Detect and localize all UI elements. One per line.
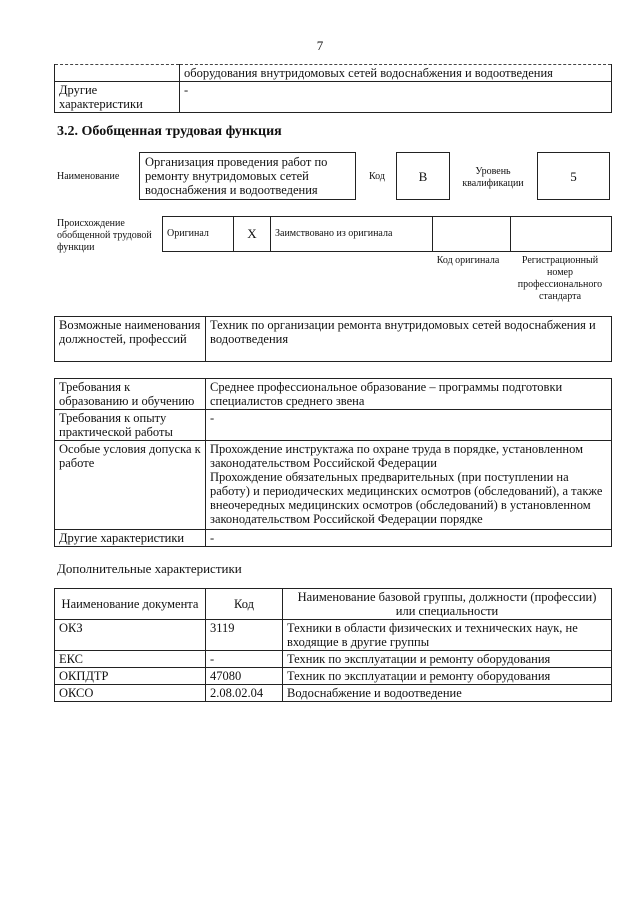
name-cell: Техник по эксплуатации и ремонту оборудования	[283, 668, 612, 685]
code-cell: 47080	[206, 668, 283, 685]
table-row	[55, 668, 612, 685]
original-mark: X	[234, 217, 271, 252]
positions-label: Возможные наименования должностей, профессий	[55, 317, 206, 362]
table-row	[55, 530, 612, 547]
continued-text: оборудования внутридомовых сетей водоснабжения и водоотведения	[180, 65, 612, 82]
table-row	[55, 685, 612, 702]
requirement-label: Другие характеристики	[55, 530, 206, 547]
doc-cell: ЕКС	[55, 651, 206, 668]
requirements-table	[54, 378, 612, 547]
table-row	[55, 410, 612, 441]
table-row	[55, 379, 612, 410]
level-label: Уровень квалификации	[462, 166, 524, 189]
additional-title: Дополнительные характеристики	[57, 561, 242, 576]
requirement-value: -	[206, 410, 612, 441]
origin-label: Происхождение обобщенной трудовой функции	[57, 218, 152, 253]
header-name: Наименование базовой группы, должности (профессии) или специальности	[283, 589, 612, 620]
table-row	[55, 441, 612, 530]
table-row	[55, 620, 612, 651]
caption-registration: Регистрационный номер профессионального стандарта	[517, 255, 603, 302]
positions-value: Техник по организации ремонта внутридомовых сетей водоснабжения и водоотведения	[206, 317, 612, 362]
header-document: Наименование документа	[55, 589, 206, 620]
code-value: В	[396, 152, 450, 200]
top-table-empty-cell	[55, 65, 180, 82]
level-value: 5	[537, 152, 610, 200]
section-title: 3.2. Обобщенная трудовая функция	[57, 124, 282, 139]
requirement-value: -	[206, 530, 612, 547]
requirement-value: Прохождение инструктажа по охране труда в порядке, установленном законодательством Российской Федерации Прохождение обязательных предварительных (при поступлении на работу) и периодических медицинских осмотров (обследований), а также внеочередных медицинских осмотров (обследований) в установленном законодательством Российской Федерации порядке	[206, 441, 612, 530]
requirement-label: Требования к опыту практической работы	[55, 410, 206, 441]
doc-cell: ОКСО	[55, 685, 206, 702]
table-header-row	[55, 589, 612, 620]
page-number: 7	[316, 38, 324, 53]
requirement-value: Среднее профессиональное образование – программы подготовки специалистов среднего звена	[206, 379, 612, 410]
name-cell: Техник по эксплуатации и ремонту оборудования	[283, 651, 612, 668]
code-cell: 2.08.02.04	[206, 685, 283, 702]
name-cell: Водоснабжение и водоотведение	[283, 685, 612, 702]
name-value: Организация проведения работ по ремонту внутридомовых сетей водоснабжения и водоотведения	[139, 152, 356, 200]
top-table	[54, 64, 612, 113]
additional-table	[54, 588, 612, 702]
borrowed-label: Заимствовано из оригинала	[271, 217, 433, 252]
origin-table	[162, 216, 612, 252]
other-characteristics-value: -	[180, 82, 612, 113]
other-characteristics-label: Другие характеристики	[55, 82, 180, 113]
name-cell: Техники в области физических и технических наук, не входящие в другие группы	[283, 620, 612, 651]
code-label: Код	[369, 171, 385, 182]
requirement-label: Требования к образованию и обучению	[55, 379, 206, 410]
caption-code: Код оригинала	[436, 255, 500, 266]
registration-number-cell	[511, 217, 612, 252]
name-label: Наименование	[57, 171, 120, 182]
header-code: Код	[206, 589, 283, 620]
code-cell: -	[206, 651, 283, 668]
doc-cell: ОКПДТР	[55, 668, 206, 685]
table-row	[55, 651, 612, 668]
doc-cell: ОКЗ	[55, 620, 206, 651]
positions-table	[54, 316, 612, 362]
code-cell: 3119	[206, 620, 283, 651]
original-code-cell	[433, 217, 511, 252]
original-label: Оригинал	[163, 217, 234, 252]
requirement-label: Особые условия допуска к работе	[55, 441, 206, 530]
